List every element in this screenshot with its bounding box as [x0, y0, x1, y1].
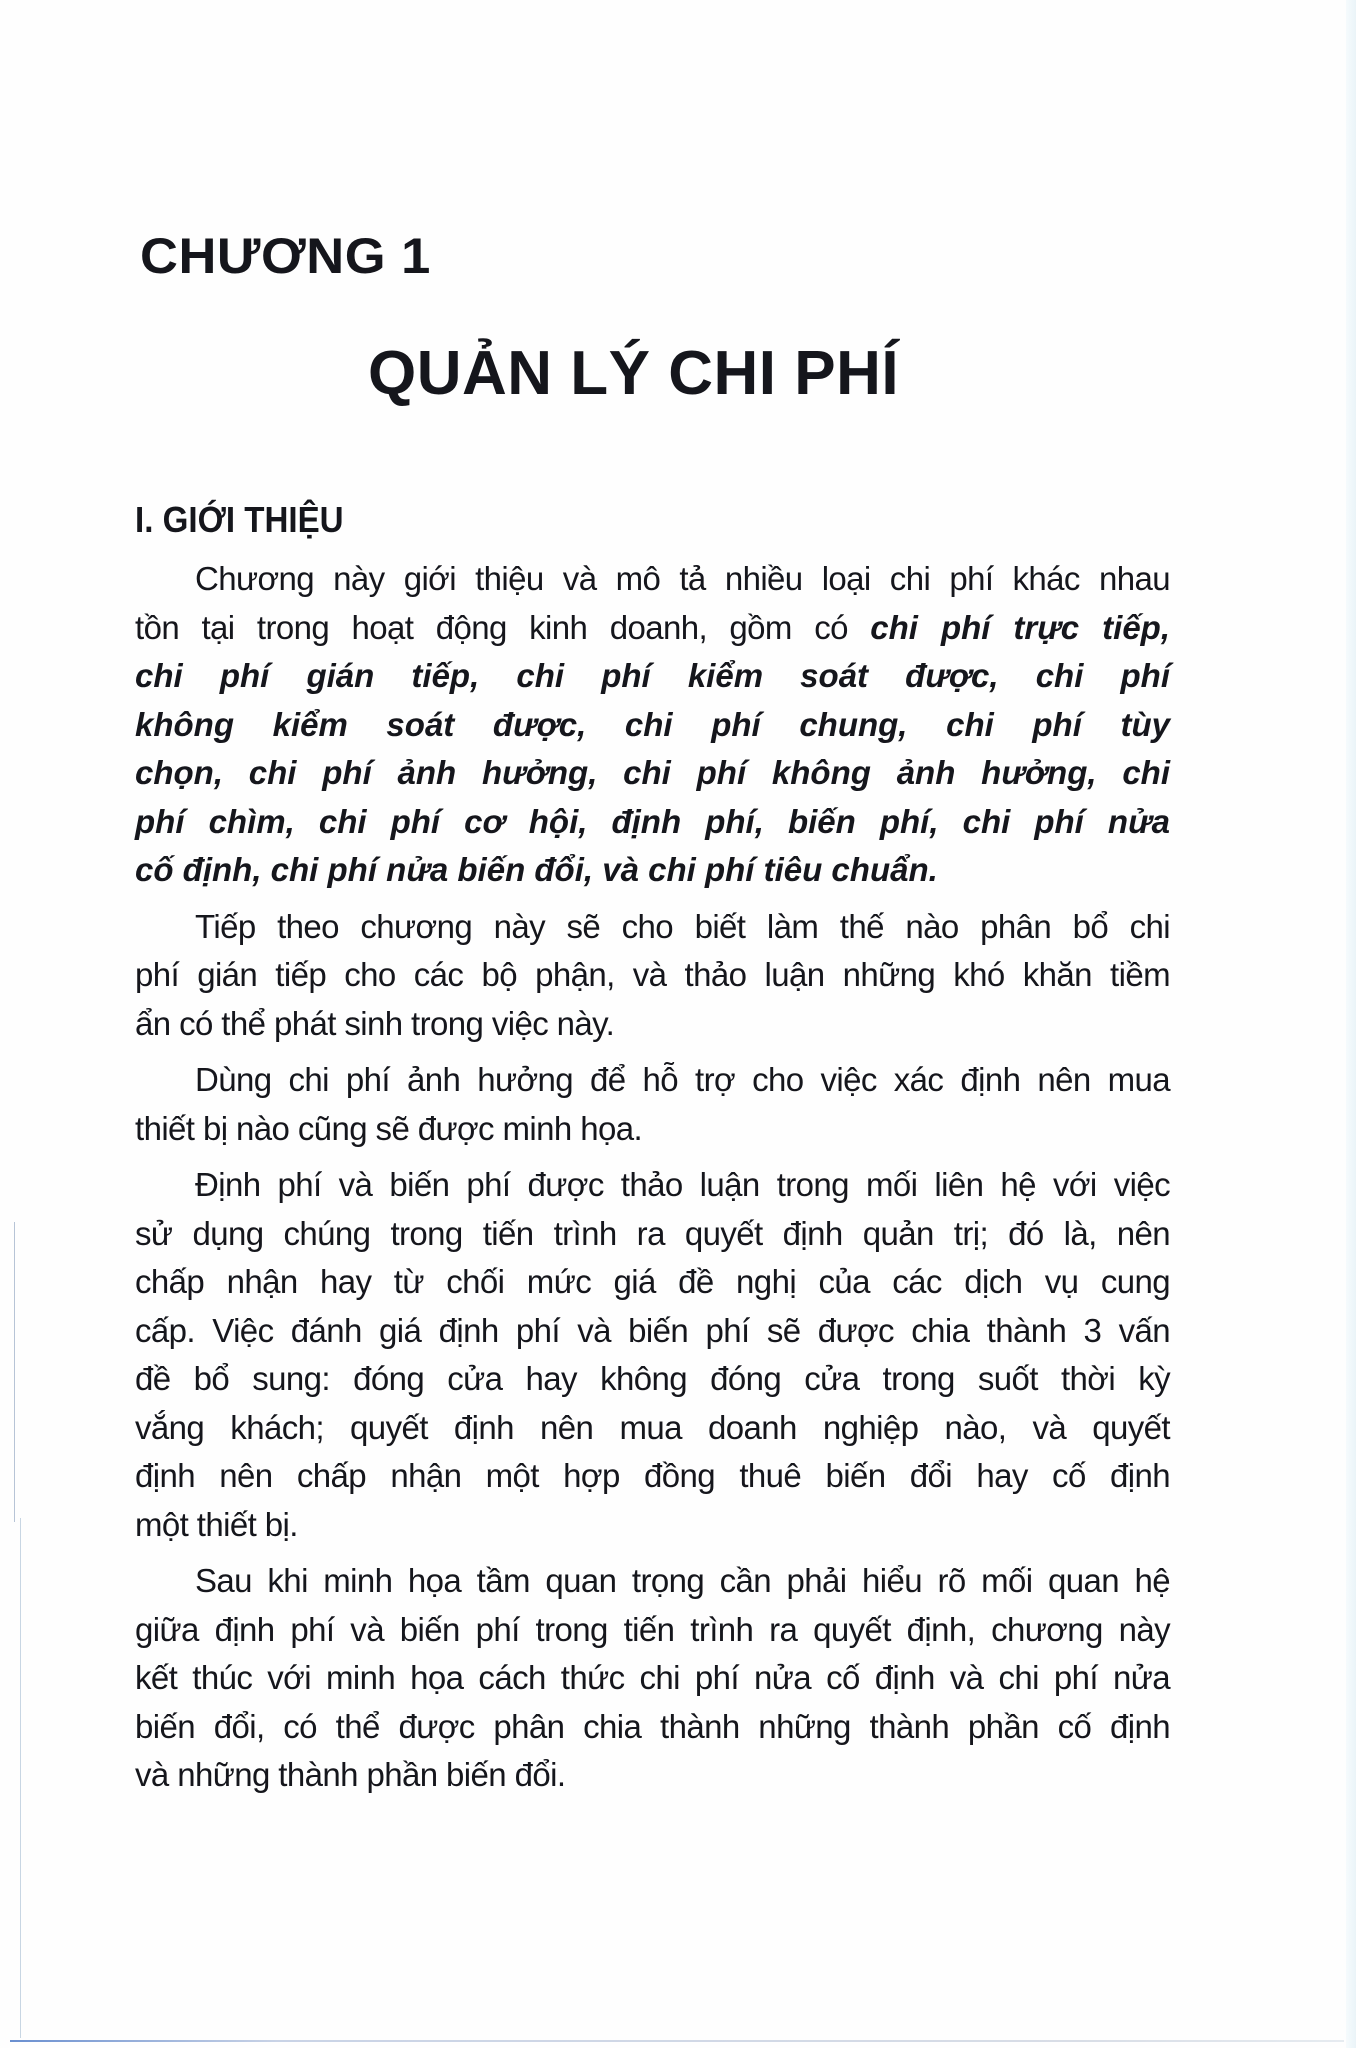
- scan-margin-mark: [14, 1222, 15, 1522]
- page-edge-bottom: [10, 2040, 1344, 2042]
- text-line: [135, 1404, 1170, 1453]
- text-line: [135, 749, 1170, 798]
- page-edge-right: [1346, 0, 1356, 2048]
- text-run: đề bổ sung: đóng cửa hay không đóng cửa trong suốt thời kỳ: [135, 1360, 1170, 1397]
- text-line: [135, 1654, 1170, 1703]
- text-run: một thiết bị.: [135, 1505, 298, 1543]
- text-line: [135, 1452, 1170, 1501]
- text-line: [135, 604, 1170, 653]
- text-line: [135, 652, 1170, 701]
- paragraph: [135, 555, 1170, 895]
- text-run: biến đổi, có thể được phân chia thành những thành phần cố định: [135, 1707, 1170, 1745]
- text-line: [135, 701, 1170, 750]
- text-run: ẩn có thể phát sinh trong việc này.: [135, 1004, 615, 1042]
- text-run: Tiếp theo chương này sẽ cho biết làm thế nào phân bổ chi: [195, 907, 1170, 945]
- text-line: [135, 1606, 1170, 1655]
- text-run: sử dụng chúng trong tiến trình ra quyết định quản trị; đó là, nên: [135, 1214, 1170, 1252]
- text-run: giữa định phí và biến phí trong tiến trình ra quyết định, chương này: [135, 1610, 1170, 1648]
- text-run: định nên chấp nhận một hợp đồng thuê biến đổi hay cố định: [135, 1457, 1170, 1494]
- text-run: cấp. Việc đánh giá định phí và biến phí sẽ được chia thành 3 vấn: [135, 1311, 1170, 1349]
- text-line: [135, 1000, 1170, 1049]
- paragraph: [135, 1161, 1170, 1549]
- cost-term: chi phí gián tiếp, chi phí kiểm soát được, chi phí: [135, 657, 1170, 694]
- paragraph: [135, 1557, 1170, 1800]
- text-line: [135, 1703, 1170, 1752]
- text-line: [135, 1105, 1170, 1154]
- text-run: phí gián tiếp cho các bộ phận, và thảo luận những khó khăn tiềm: [135, 956, 1170, 993]
- text-run: thiết bị nào cũng sẽ được minh họa.: [135, 1109, 643, 1147]
- text-line: [135, 1355, 1170, 1404]
- chapter-title: QUẢN LÝ CHI PHÍ: [368, 339, 900, 408]
- text-run: Dùng chi phí ảnh hưởng để hỗ trợ cho việc xác định nên mua: [195, 1061, 1170, 1098]
- text-line: [135, 1501, 1170, 1550]
- text-run: Chương này giới thiệu và mô tả nhiều loại chi phí khác nhau: [195, 560, 1170, 597]
- cost-term: không kiểm soát được, chi phí chung, chi phí tùy: [135, 705, 1170, 743]
- text-line: [135, 1161, 1170, 1210]
- text-line: [135, 1307, 1170, 1356]
- text-line: [135, 951, 1170, 1000]
- text-run: kết thúc với minh họa cách thức chi phí nửa cố định và chi phí nửa: [135, 1659, 1170, 1696]
- paragraph: [135, 903, 1170, 1049]
- scan-margin-mark: [20, 1518, 21, 2038]
- text-line: [135, 798, 1170, 847]
- text-run: tồn tại trong hoạt động kinh doanh, gồm có: [135, 608, 871, 646]
- cost-term: chi phí trực tiếp,: [870, 608, 1170, 646]
- body-text: [135, 555, 1170, 1808]
- cost-term: chọn, chi phí ảnh hưởng, chi phí không ảnh hưởng, chi: [135, 754, 1170, 791]
- chapter-label: CHƯƠNG 1: [140, 228, 431, 284]
- text-line: [135, 1056, 1170, 1105]
- text-run: chấp nhận hay từ chối mức giá đề nghị của các dịch vụ cung: [135, 1263, 1170, 1300]
- cost-term: cố định, chi phí nửa biến đổi, và chi phí tiêu chuẩn.: [135, 851, 938, 888]
- text-run: Định phí và biến phí được thảo luận trong mối liên hệ với việc: [195, 1166, 1170, 1203]
- paragraph: [135, 1056, 1170, 1153]
- text-run: Sau khi minh họa tầm quan trọng cần phải hiểu rõ mối quan hệ: [195, 1562, 1170, 1599]
- text-run: vắng khách; quyết định nên mua doanh nghiệp nào, và quyết: [135, 1408, 1170, 1446]
- text-line: [135, 903, 1170, 952]
- cost-term: phí chìm, chi phí cơ hội, định phí, biến phí, chi phí nửa: [135, 802, 1170, 840]
- text-line: [135, 1258, 1170, 1307]
- text-run: và những thành phần biến đổi.: [135, 1756, 566, 1793]
- text-line: [135, 1751, 1170, 1800]
- text-line: [135, 555, 1170, 604]
- section-heading: I. GIỚI THIỆU: [135, 499, 344, 540]
- text-line: [135, 846, 1170, 895]
- text-line: [135, 1557, 1170, 1606]
- text-line: [135, 1210, 1170, 1259]
